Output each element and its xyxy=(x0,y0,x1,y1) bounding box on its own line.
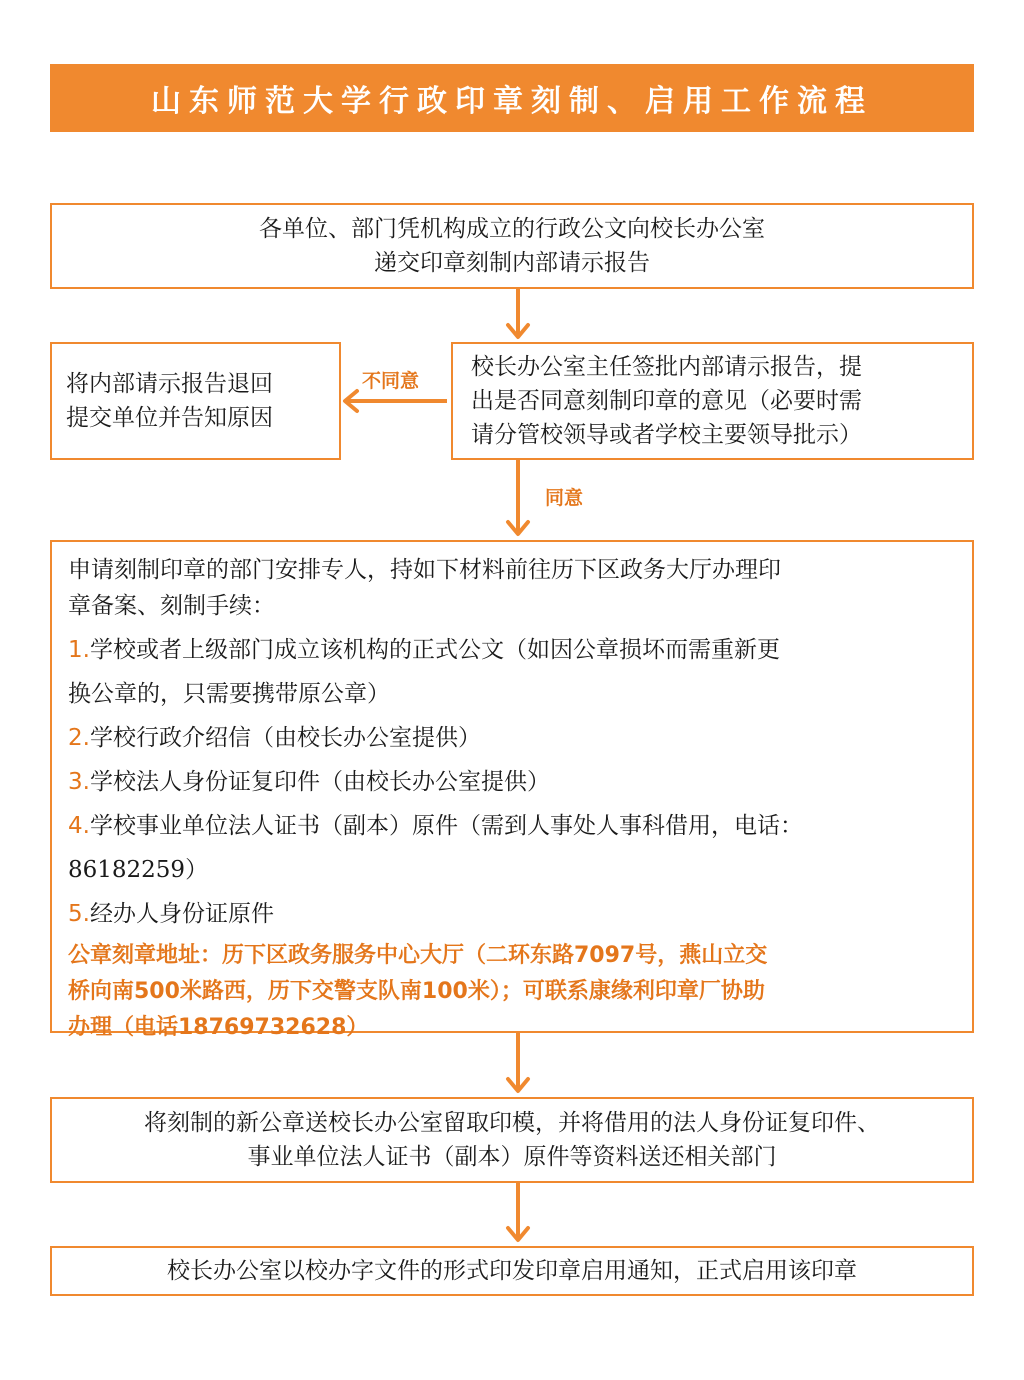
step3-box xyxy=(50,540,974,1040)
step5-line: 校长办公室以校办字文件的形式印发印章启用通知，正式启用该印章 xyxy=(167,1258,857,1284)
step2-box xyxy=(451,342,974,460)
material-text: 学校事业单位法人证书（副本）原件（需到人事处人事科借用，电话： xyxy=(89,813,803,839)
material-text: 换公章的，只需要携带原公章） xyxy=(68,681,390,707)
edge-label-disagree: 不同意 xyxy=(362,370,420,392)
arrow-down-3 xyxy=(505,1033,531,1097)
seal-address-note xyxy=(68,938,958,1046)
material-item-5 xyxy=(68,892,958,936)
step3-intro-line: 申请刻制印章的部门安排专人，持如下材料前往历下区政务大厅办理印 xyxy=(68,557,781,583)
material-number: 5. xyxy=(68,901,90,927)
address-line: 桥向南500米路西，历下交警支队南100米）；可联系康缘利印章厂协助 xyxy=(68,979,765,1004)
step2-line: 校长办公室主任签批内部请示报告，提 xyxy=(471,354,862,380)
material-item-3 xyxy=(68,760,958,804)
reject-line: 将内部请示报告退回 xyxy=(66,371,273,397)
address-line: 公章刻章地址：历下区政务服务中心大厅（二环东路7097号，燕山立交 xyxy=(68,943,768,968)
step3-intro xyxy=(68,552,958,624)
material-text: 经办人身份证原件 xyxy=(89,901,274,927)
edge-label-agree: 同意 xyxy=(545,487,584,509)
material-text: 86182259） xyxy=(68,857,209,883)
step4-line: 将刻制的新公章送校长办公室留取印模，并将借用的法人身份证复印件、 xyxy=(144,1110,880,1136)
step2-line: 出是否同意刻制印章的意见（必要时需 xyxy=(471,388,862,414)
step4-box xyxy=(50,1097,974,1183)
material-text: 学校或者上级部门成立该机构的正式公文（如因公章损坏而需重新更 xyxy=(89,637,780,663)
material-text: 学校行政介绍信（由校长办公室提供） xyxy=(89,725,481,751)
material-number: 2. xyxy=(68,725,90,751)
material-item-1 xyxy=(68,628,958,716)
step1-line: 各单位、部门凭机构成立的行政公文向校长办公室 xyxy=(259,216,765,242)
material-number: 1. xyxy=(68,637,90,663)
step4-line: 事业单位法人证书（副本）原件等资料送还相关部门 xyxy=(247,1144,777,1170)
arrow-down-1 xyxy=(505,289,531,342)
material-number: 4. xyxy=(68,813,90,839)
address-line: 办理（电话18769732628） xyxy=(68,1015,369,1040)
reject-line: 提交单位并告知原因 xyxy=(66,405,273,431)
material-item-4 xyxy=(68,804,958,892)
step5-box xyxy=(50,1246,974,1296)
material-item-2 xyxy=(68,716,958,760)
material-number: 3. xyxy=(68,769,90,795)
material-text: 学校法人身份证复印件（由校长办公室提供） xyxy=(89,769,550,795)
arrow-down-4 xyxy=(505,1183,531,1246)
page-title: 山东师范大学行政印章刻制、启用工作流程 xyxy=(50,64,974,132)
step1-line: 递交印章刻制内部请示报告 xyxy=(374,250,650,276)
step3-intro-line: 章备案、刻制手续： xyxy=(68,593,275,619)
reject-box xyxy=(50,342,341,460)
step2-line: 请分管校领导或者学校主要领导批示） xyxy=(471,422,862,448)
arrow-down-2 xyxy=(505,460,531,540)
step1-box xyxy=(50,203,974,289)
